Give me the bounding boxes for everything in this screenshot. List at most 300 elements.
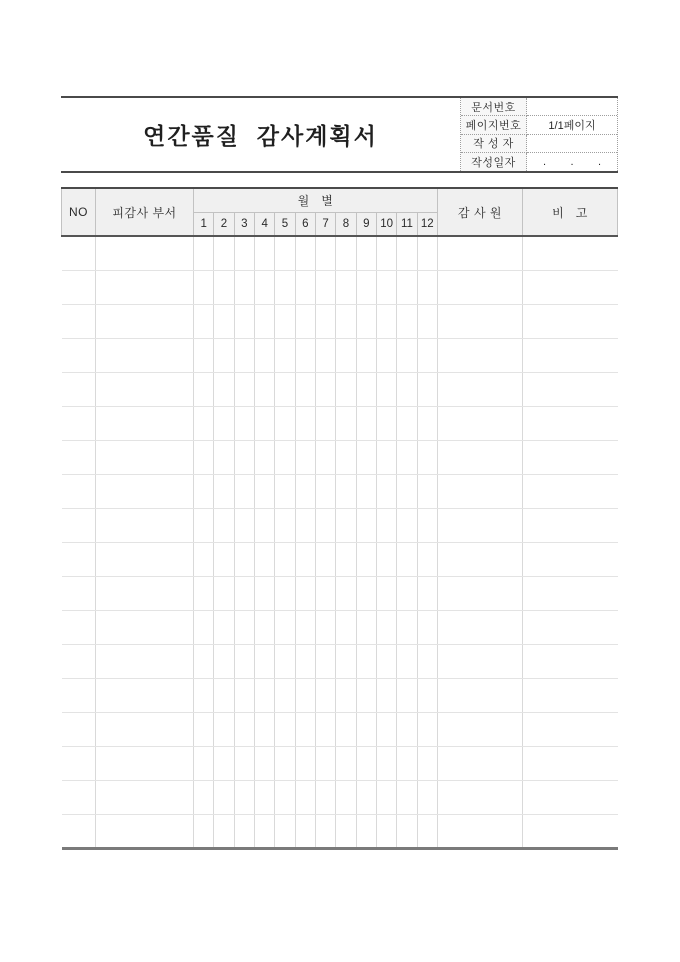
cell-month-7	[315, 440, 335, 474]
cell-month-3	[234, 712, 254, 746]
band-gap	[61, 173, 618, 187]
cell-month-7	[315, 712, 335, 746]
cell-no	[62, 644, 96, 678]
cell-department	[96, 576, 194, 610]
cell-month-3	[234, 780, 254, 814]
cell-month-7	[315, 576, 335, 610]
cell-no	[62, 304, 96, 338]
cell-month-6	[295, 508, 315, 542]
cell-month-12	[417, 814, 437, 848]
cell-month-6	[295, 270, 315, 304]
audit-table-header	[62, 188, 618, 236]
cell-month-5	[275, 372, 295, 406]
cell-month-7	[315, 372, 335, 406]
cell-month-1	[194, 236, 214, 270]
cell-month-3	[234, 236, 254, 270]
cell-month-6	[295, 372, 315, 406]
cell-month-4	[254, 746, 274, 780]
cell-month-12	[417, 712, 437, 746]
cell-month-2	[214, 474, 234, 508]
cell-month-10	[376, 746, 396, 780]
cell-month-4	[254, 814, 274, 848]
cell-month-12	[417, 576, 437, 610]
cell-auditor	[438, 780, 523, 814]
cell-month-7	[315, 338, 335, 372]
cell-remarks	[523, 338, 618, 372]
cell-month-4	[254, 644, 274, 678]
cell-remarks	[523, 712, 618, 746]
cell-month-11	[397, 780, 417, 814]
cell-auditor	[438, 678, 523, 712]
cell-month-8	[336, 644, 356, 678]
cell-department	[96, 304, 194, 338]
cell-remarks	[523, 576, 618, 610]
cell-month-4	[254, 474, 274, 508]
cell-month-10	[376, 338, 396, 372]
cell-month-5	[275, 814, 295, 848]
cell-month-9	[356, 678, 376, 712]
cell-month-4	[254, 508, 274, 542]
table-row	[62, 610, 618, 644]
cell-no	[62, 440, 96, 474]
cell-month-10	[376, 440, 396, 474]
cell-auditor	[438, 304, 523, 338]
month-header-5: 5	[275, 212, 295, 236]
cell-month-6	[295, 712, 315, 746]
cell-month-2	[214, 440, 234, 474]
cell-department	[96, 440, 194, 474]
info-label-write-date: 작성일자	[461, 153, 527, 171]
col-header-monthly: 월 별	[194, 188, 438, 212]
cell-department	[96, 542, 194, 576]
cell-month-7	[315, 644, 335, 678]
cell-month-6	[295, 644, 315, 678]
cell-month-1	[194, 270, 214, 304]
cell-month-1	[194, 440, 214, 474]
cell-month-5	[275, 406, 295, 440]
cell-month-11	[397, 406, 417, 440]
cell-no	[62, 406, 96, 440]
table-row	[62, 542, 618, 576]
cell-month-3	[234, 304, 254, 338]
cell-auditor	[438, 236, 523, 270]
cell-month-2	[214, 644, 234, 678]
cell-month-8	[336, 746, 356, 780]
info-value-doc-number	[527, 98, 617, 116]
col-header-department: 피감사 부서	[96, 188, 194, 236]
info-value-page-number: 1/1페이지	[527, 116, 617, 134]
cell-month-4	[254, 304, 274, 338]
cell-month-12	[417, 304, 437, 338]
cell-month-3	[234, 372, 254, 406]
cell-remarks	[523, 814, 618, 848]
cell-no	[62, 576, 96, 610]
cell-remarks	[523, 678, 618, 712]
cell-month-8	[336, 440, 356, 474]
cell-no	[62, 338, 96, 372]
cell-month-5	[275, 508, 295, 542]
cell-department	[96, 712, 194, 746]
cell-month-9	[356, 474, 376, 508]
info-label-author: 작 성 자	[461, 135, 527, 153]
cell-month-8	[336, 406, 356, 440]
cell-month-12	[417, 474, 437, 508]
cell-month-3	[234, 610, 254, 644]
cell-month-9	[356, 780, 376, 814]
cell-month-8	[336, 712, 356, 746]
cell-month-2	[214, 406, 234, 440]
month-header-2: 2	[214, 212, 234, 236]
cell-remarks	[523, 372, 618, 406]
cell-month-2	[214, 508, 234, 542]
cell-month-5	[275, 338, 295, 372]
cell-month-8	[336, 236, 356, 270]
cell-auditor	[438, 474, 523, 508]
cell-remarks	[523, 746, 618, 780]
cell-month-1	[194, 338, 214, 372]
month-header-1: 1	[194, 212, 214, 236]
cell-remarks	[523, 304, 618, 338]
cell-no	[62, 474, 96, 508]
cell-month-4	[254, 678, 274, 712]
cell-department	[96, 746, 194, 780]
month-header-4: 4	[254, 212, 274, 236]
cell-department	[96, 508, 194, 542]
cell-month-3	[234, 474, 254, 508]
table-row	[62, 372, 618, 406]
cell-month-6	[295, 474, 315, 508]
col-header-remarks: 비 고	[523, 188, 618, 236]
cell-month-11	[397, 508, 417, 542]
cell-month-11	[397, 270, 417, 304]
cell-month-7	[315, 746, 335, 780]
cell-month-11	[397, 644, 417, 678]
cell-month-6	[295, 304, 315, 338]
cell-month-3	[234, 270, 254, 304]
table-row	[62, 576, 618, 610]
cell-month-2	[214, 712, 234, 746]
cell-auditor	[438, 814, 523, 848]
cell-month-2	[214, 678, 234, 712]
cell-month-2	[214, 746, 234, 780]
cell-remarks	[523, 508, 618, 542]
cell-month-6	[295, 406, 315, 440]
cell-month-7	[315, 474, 335, 508]
cell-month-5	[275, 780, 295, 814]
cell-no	[62, 508, 96, 542]
cell-month-2	[214, 270, 234, 304]
title-wrap	[61, 98, 460, 171]
cell-month-12	[417, 372, 437, 406]
cell-month-2	[214, 814, 234, 848]
cell-auditor	[438, 440, 523, 474]
cell-month-11	[397, 236, 417, 270]
cell-month-9	[356, 270, 376, 304]
cell-month-11	[397, 372, 417, 406]
cell-month-9	[356, 814, 376, 848]
cell-month-2	[214, 304, 234, 338]
cell-month-4	[254, 780, 274, 814]
cell-month-1	[194, 678, 214, 712]
cell-month-11	[397, 542, 417, 576]
cell-month-5	[275, 542, 295, 576]
info-label-doc-number: 문서번호	[461, 98, 527, 116]
cell-department	[96, 678, 194, 712]
cell-month-5	[275, 712, 295, 746]
cell-remarks	[523, 270, 618, 304]
cell-remarks	[523, 474, 618, 508]
cell-month-3	[234, 338, 254, 372]
cell-month-8	[336, 610, 356, 644]
cell-month-7	[315, 304, 335, 338]
table-row	[62, 270, 618, 304]
cell-month-4	[254, 712, 274, 746]
cell-month-9	[356, 508, 376, 542]
audit-plan-table	[61, 187, 618, 850]
info-value-author	[527, 135, 617, 153]
cell-remarks	[523, 542, 618, 576]
table-row	[62, 474, 618, 508]
table-row	[62, 236, 618, 270]
cell-month-10	[376, 372, 396, 406]
month-header-8: 8	[336, 212, 356, 236]
cell-month-12	[417, 440, 437, 474]
cell-month-1	[194, 814, 214, 848]
cell-department	[96, 644, 194, 678]
cell-month-8	[336, 542, 356, 576]
table-row	[62, 440, 618, 474]
cell-auditor	[438, 270, 523, 304]
cell-no	[62, 712, 96, 746]
cell-month-2	[214, 576, 234, 610]
cell-month-3	[234, 576, 254, 610]
cell-month-1	[194, 780, 214, 814]
cell-month-5	[275, 644, 295, 678]
cell-remarks	[523, 644, 618, 678]
cell-month-3	[234, 542, 254, 576]
cell-month-9	[356, 712, 376, 746]
cell-month-6	[295, 610, 315, 644]
cell-month-11	[397, 746, 417, 780]
cell-month-10	[376, 678, 396, 712]
cell-month-12	[417, 678, 437, 712]
cell-month-12	[417, 542, 437, 576]
table-row	[62, 780, 618, 814]
cell-month-8	[336, 372, 356, 406]
table-row	[62, 678, 618, 712]
cell-month-6	[295, 576, 315, 610]
cell-month-4	[254, 406, 274, 440]
cell-month-3	[234, 508, 254, 542]
cell-month-2	[214, 338, 234, 372]
cell-month-3	[234, 406, 254, 440]
cell-month-9	[356, 610, 376, 644]
cell-month-5	[275, 746, 295, 780]
cell-month-9	[356, 406, 376, 440]
cell-month-10	[376, 270, 396, 304]
table-row	[62, 712, 618, 746]
cell-month-9	[356, 236, 376, 270]
cell-auditor	[438, 712, 523, 746]
cell-month-12	[417, 406, 437, 440]
cell-month-8	[336, 304, 356, 338]
cell-month-7	[315, 678, 335, 712]
cell-no	[62, 814, 96, 848]
cell-month-4	[254, 338, 274, 372]
cell-department	[96, 610, 194, 644]
cell-remarks	[523, 236, 618, 270]
cell-month-12	[417, 236, 437, 270]
cell-month-8	[336, 780, 356, 814]
cell-month-10	[376, 576, 396, 610]
cell-month-2	[214, 372, 234, 406]
cell-no	[62, 270, 96, 304]
month-header-9: 9	[356, 212, 376, 236]
cell-month-10	[376, 508, 396, 542]
cell-month-7	[315, 780, 335, 814]
cell-no	[62, 542, 96, 576]
cell-auditor	[438, 542, 523, 576]
info-value-write-date: . . .	[527, 153, 617, 171]
cell-auditor	[438, 372, 523, 406]
cell-month-3	[234, 440, 254, 474]
cell-month-5	[275, 678, 295, 712]
cell-month-5	[275, 304, 295, 338]
cell-month-7	[315, 236, 335, 270]
cell-month-12	[417, 746, 437, 780]
cell-month-10	[376, 406, 396, 440]
cell-remarks	[523, 780, 618, 814]
cell-month-10	[376, 304, 396, 338]
table-row	[62, 338, 618, 372]
table-row	[62, 644, 618, 678]
cell-no	[62, 236, 96, 270]
cell-department	[96, 338, 194, 372]
cell-month-9	[356, 576, 376, 610]
header-row-main	[62, 188, 618, 212]
cell-month-11	[397, 304, 417, 338]
cell-month-4	[254, 236, 274, 270]
month-header-3: 3	[234, 212, 254, 236]
cell-month-5	[275, 610, 295, 644]
cell-month-12	[417, 508, 437, 542]
cell-month-5	[275, 440, 295, 474]
cell-month-11	[397, 474, 417, 508]
cell-month-11	[397, 712, 417, 746]
audit-plan-document	[61, 96, 618, 850]
cell-month-8	[336, 474, 356, 508]
cell-department	[96, 780, 194, 814]
cell-month-1	[194, 644, 214, 678]
cell-month-4	[254, 542, 274, 576]
cell-month-4	[254, 440, 274, 474]
cell-month-1	[194, 746, 214, 780]
cell-month-6	[295, 678, 315, 712]
cell-auditor	[438, 644, 523, 678]
cell-month-8	[336, 270, 356, 304]
cell-department	[96, 236, 194, 270]
cell-month-11	[397, 814, 417, 848]
cell-no	[62, 610, 96, 644]
cell-month-5	[275, 236, 295, 270]
cell-auditor	[438, 508, 523, 542]
cell-month-10	[376, 780, 396, 814]
cell-month-1	[194, 372, 214, 406]
cell-month-10	[376, 814, 396, 848]
cell-month-7	[315, 508, 335, 542]
cell-department	[96, 406, 194, 440]
cell-month-12	[417, 780, 437, 814]
cell-month-1	[194, 406, 214, 440]
cell-month-4	[254, 372, 274, 406]
cell-month-9	[356, 746, 376, 780]
cell-month-9	[356, 542, 376, 576]
cell-remarks	[523, 610, 618, 644]
cell-no	[62, 372, 96, 406]
month-header-11: 11	[397, 212, 417, 236]
table-row	[62, 814, 618, 848]
cell-month-5	[275, 270, 295, 304]
cell-month-3	[234, 746, 254, 780]
cell-month-6	[295, 542, 315, 576]
document-info-table	[460, 98, 618, 171]
cell-department	[96, 814, 194, 848]
cell-month-4	[254, 270, 274, 304]
cell-month-7	[315, 270, 335, 304]
cell-auditor	[438, 746, 523, 780]
cell-month-11	[397, 678, 417, 712]
cell-month-1	[194, 304, 214, 338]
month-header-12: 12	[417, 212, 437, 236]
cell-month-11	[397, 338, 417, 372]
cell-remarks	[523, 406, 618, 440]
cell-month-11	[397, 440, 417, 474]
table-row	[62, 508, 618, 542]
cell-month-12	[417, 610, 437, 644]
audit-table-body	[62, 236, 618, 848]
cell-month-10	[376, 610, 396, 644]
cell-month-2	[214, 610, 234, 644]
cell-month-5	[275, 474, 295, 508]
table-row	[62, 406, 618, 440]
cell-month-2	[214, 780, 234, 814]
cell-month-7	[315, 814, 335, 848]
cell-month-9	[356, 338, 376, 372]
cell-month-1	[194, 712, 214, 746]
cell-month-8	[336, 814, 356, 848]
cell-month-10	[376, 644, 396, 678]
cell-month-3	[234, 678, 254, 712]
cell-department	[96, 372, 194, 406]
table-row	[62, 304, 618, 338]
cell-month-9	[356, 372, 376, 406]
cell-month-9	[356, 304, 376, 338]
cell-month-6	[295, 814, 315, 848]
document-title: 연간품질 감사계획서	[143, 123, 378, 149]
cell-no	[62, 746, 96, 780]
cell-month-9	[356, 644, 376, 678]
cell-month-8	[336, 508, 356, 542]
cell-department	[96, 474, 194, 508]
cell-month-9	[356, 440, 376, 474]
cell-month-6	[295, 236, 315, 270]
cell-month-10	[376, 474, 396, 508]
month-header-6: 6	[295, 212, 315, 236]
cell-month-11	[397, 576, 417, 610]
cell-auditor	[438, 576, 523, 610]
cell-month-3	[234, 644, 254, 678]
cell-month-12	[417, 270, 437, 304]
